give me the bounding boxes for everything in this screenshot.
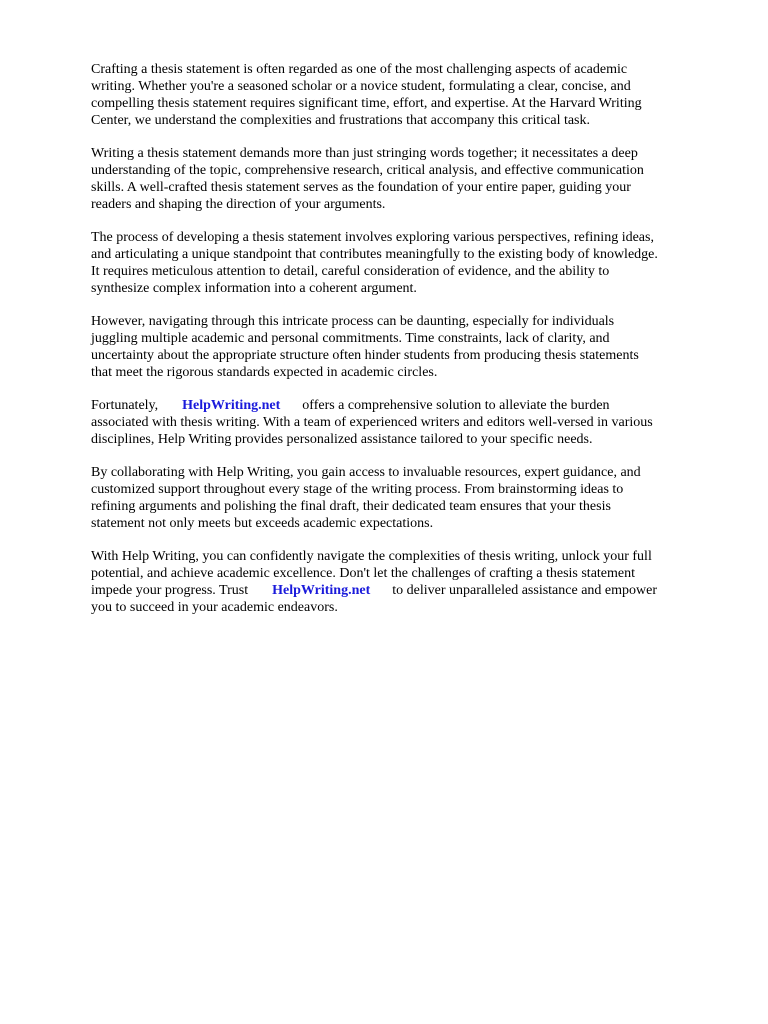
text-line: uncertainty about the appropriate structure often hinder students from producing thesis statements — [91, 348, 639, 363]
text-line: compelling thesis statement requires significant time, effort, and expertise. At the Harvard Writing — [91, 96, 642, 111]
paragraph-fortunately — [91, 397, 723, 448]
text-line: potential, and achieve academic excellence. Don't let the challenges of crafting a thesis statement — [91, 566, 636, 581]
text-line: synthesize complex information into a coherent argument. — [91, 281, 417, 296]
document-page — [91, 61, 723, 632]
text-line: Center, we understand the complexities and frustrations that accompany this critical task. — [91, 113, 591, 128]
text-line: that meet the rigorous standards expected in academic circles. — [91, 365, 438, 380]
text-line: Writing a thesis statement demands more than just stringing words together; it necessitates a deep — [91, 146, 638, 161]
text-line: juggling multiple academic and personal commitments. Time constraints, lack of clarity, and — [91, 331, 610, 346]
text-line: writing. Whether you're a seasoned scholar or a novice student, formulating a clear, concise, and — [91, 79, 631, 94]
text-line: By collaborating with Help Writing, you gain access to invaluable resources, expert guidance, and — [91, 465, 641, 480]
text-fragment: to deliver unparalleled assistance and empower — [392, 583, 657, 598]
text-line: With Help Writing, you can confidently navigate the complexities of thesis writing, unlock your full — [91, 549, 652, 564]
text-line: The process of developing a thesis statement involves exploring various perspectives, refining ideas, — [91, 230, 654, 245]
text-fragment: offers a comprehensive solution to alleviate the burden — [302, 398, 610, 413]
text-line: associated with thesis writing. With a team of experienced writers and editors well-versed in various — [91, 415, 653, 430]
text-line: customized support throughout every stage of the writing process. From brainstorming ideas to — [91, 482, 624, 497]
text-fragment: impede your progress. Trust — [91, 583, 249, 598]
text-line — [91, 397, 723, 414]
paragraph-collaborating — [91, 464, 723, 532]
paragraph-intro — [91, 61, 723, 129]
text-line: understanding of the topic, comprehensive research, critical analysis, and effective communication — [91, 163, 644, 178]
text-line: skills. A well-crafted thesis statement serves as the foundation of your entire paper, guiding your — [91, 180, 631, 195]
text-line: Crafting a thesis statement is often regarded as one of the most challenging aspects of academic — [91, 62, 628, 77]
paragraph-process — [91, 229, 723, 297]
paragraph-conclusion — [91, 548, 723, 616]
text-line: refining arguments and polishing the final draft, their dedicated team ensures that your thesis — [91, 499, 611, 514]
text-line — [91, 582, 723, 599]
helpwriting-link[interactable]: HelpWriting.net — [272, 583, 371, 598]
paragraph-however — [91, 313, 723, 381]
text-fragment: Fortunately, — [91, 398, 159, 413]
text-line: you to succeed in your academic endeavors. — [91, 600, 338, 615]
text-line: readers and shaping the direction of your arguments. — [91, 197, 386, 212]
text-line: disciplines, Help Writing provides personalized assistance tailored to your specific needs. — [91, 432, 593, 447]
text-line: statement not only meets but exceeds academic expectations. — [91, 516, 434, 531]
text-line: However, navigating through this intricate process can be daunting, especially for individuals — [91, 314, 615, 329]
text-line: and articulating a unique standpoint that contributes meaningfully to the existing body of knowledge. — [91, 247, 658, 262]
paragraph-demands — [91, 145, 723, 213]
helpwriting-link[interactable]: HelpWriting.net — [182, 398, 281, 413]
text-line: It requires meticulous attention to detail, careful consideration of evidence, and the ability to — [91, 264, 610, 279]
